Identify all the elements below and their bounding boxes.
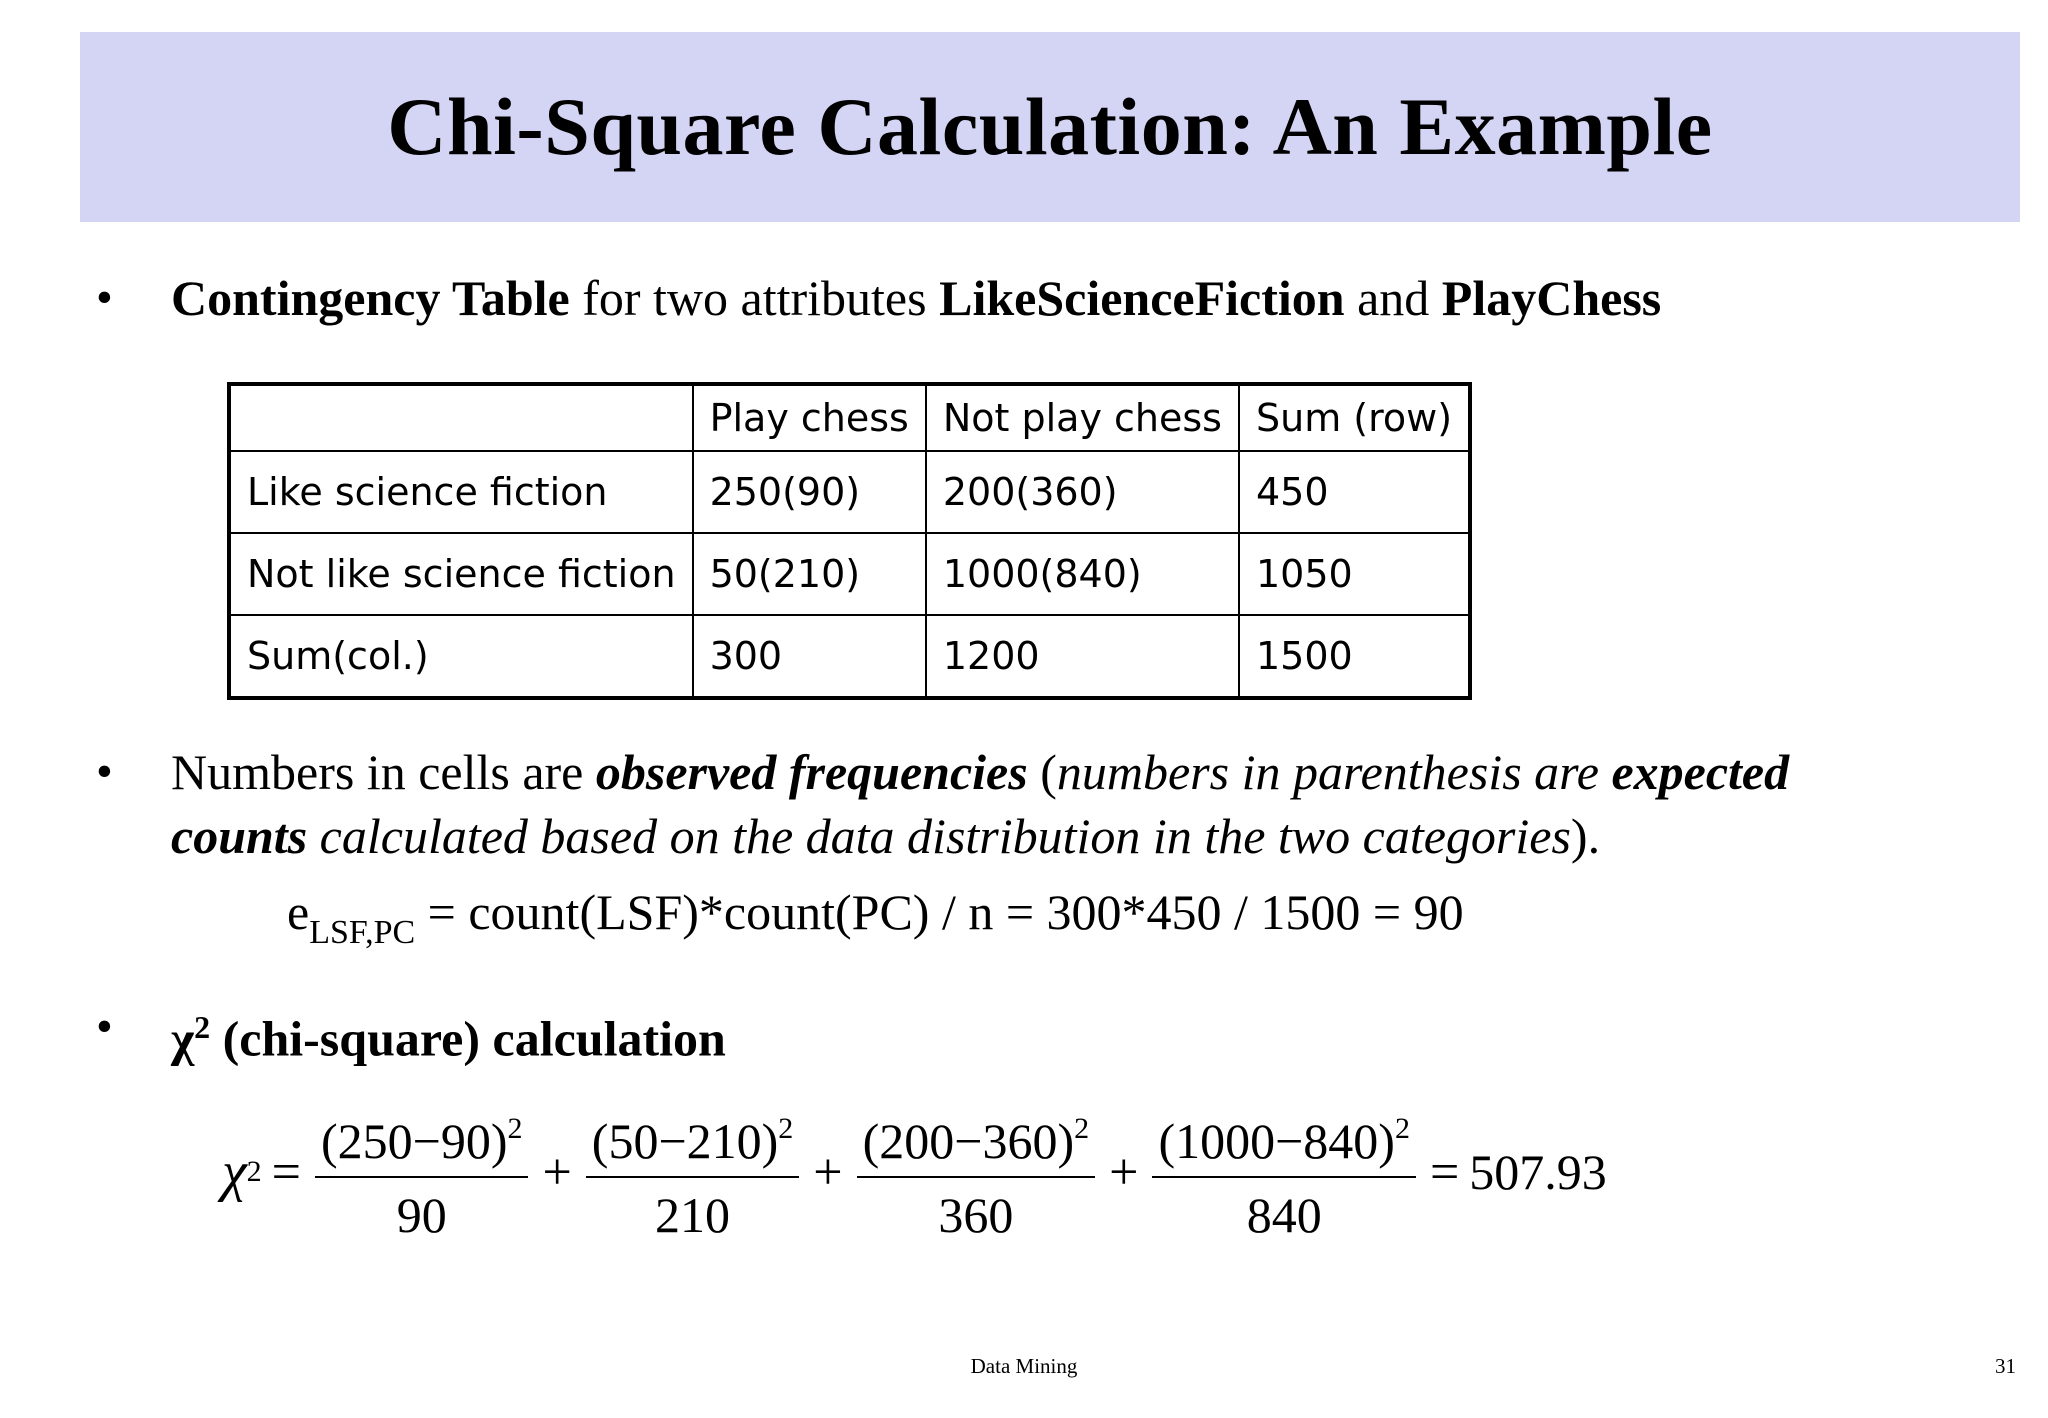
plus-sign: + bbox=[813, 1143, 843, 1201]
chi-square-equation bbox=[222, 1100, 1607, 1244]
fraction-denominator: 360 bbox=[857, 1176, 1096, 1244]
bullet-text-part: LikeScienceFiction bbox=[939, 270, 1345, 326]
bullet-text-part: counts bbox=[171, 808, 308, 864]
bullet-symbol: • bbox=[96, 1000, 113, 1053]
equals-sign: = bbox=[271, 1143, 301, 1201]
bullet-text-part: PlayChess bbox=[1441, 270, 1662, 326]
bullet-chi-square bbox=[96, 995, 726, 1071]
bullet-observed bbox=[96, 740, 1789, 868]
table-header-cell: Not play chess bbox=[926, 384, 1239, 451]
bullet-text-part: ( bbox=[1027, 744, 1057, 800]
formula-e: e bbox=[287, 884, 310, 940]
table-row-label: Sum(col.) bbox=[229, 615, 693, 698]
plus-sign: + bbox=[542, 1143, 572, 1201]
chi-symbol: χ bbox=[171, 1010, 195, 1067]
chi-result: 507.93 bbox=[1469, 1144, 1607, 1200]
table-cell: 450 bbox=[1239, 451, 1470, 533]
bullet-text-part: for two attributes bbox=[569, 270, 940, 326]
page-number: 31 bbox=[1995, 1354, 2016, 1378]
formula-subscript: LSF,PC bbox=[309, 914, 416, 951]
bullet-line bbox=[171, 804, 1789, 868]
fraction-term bbox=[857, 1100, 1096, 1244]
numerator-exponent: 2 bbox=[778, 1112, 794, 1145]
fraction-numerator bbox=[586, 1100, 800, 1176]
table-cell: 250(90) bbox=[693, 451, 926, 533]
table-header-row bbox=[229, 384, 1470, 451]
fraction-term bbox=[1152, 1100, 1416, 1244]
bullet-text bbox=[171, 995, 726, 1071]
table-header-cell: Sum (row) bbox=[1239, 384, 1470, 451]
chi-lhs-symbol: χ bbox=[222, 1141, 247, 1203]
numerator-exponent: 2 bbox=[507, 1112, 523, 1145]
table-cell: 200(360) bbox=[926, 451, 1239, 533]
bullet-contingency bbox=[96, 266, 1661, 330]
bullet-text-part: Contingency Table bbox=[171, 270, 570, 326]
fraction-denominator: 210 bbox=[586, 1176, 800, 1244]
bullet-text bbox=[171, 266, 1661, 330]
table-cell: 1200 bbox=[926, 615, 1239, 698]
bullet-symbol: • bbox=[96, 271, 113, 324]
bullet-text-part: (chi-square) calculation bbox=[210, 1010, 726, 1067]
table-cell: 1050 bbox=[1239, 533, 1470, 615]
footer-course: Data Mining bbox=[970, 1354, 1078, 1378]
slide-title: Chi-Square Calculation: An Example bbox=[387, 81, 1713, 172]
contingency-table bbox=[227, 382, 1472, 700]
table-row-label: Not like science fiction bbox=[229, 533, 693, 615]
fraction-term bbox=[586, 1100, 800, 1244]
bullet-text-part: expected bbox=[1611, 744, 1790, 800]
numerator-text: (50−210) bbox=[591, 1113, 779, 1169]
numerator-text: (250−90) bbox=[320, 1113, 508, 1169]
chi-lhs-sup: 2 bbox=[246, 1155, 262, 1188]
numerator-exponent: 2 bbox=[1074, 1112, 1090, 1145]
bullet-symbol: • bbox=[96, 745, 113, 798]
numerator-exponent: 2 bbox=[1394, 1112, 1410, 1145]
table-header-cell: Play chess bbox=[693, 384, 926, 451]
chi-superscript: 2 bbox=[194, 1009, 211, 1045]
bullet-text-part: observed frequencies bbox=[595, 744, 1028, 800]
table-row bbox=[229, 615, 1470, 698]
numerator-text: (1000−840) bbox=[1158, 1113, 1395, 1169]
bullet-text-part: ). bbox=[1570, 808, 1601, 864]
table-header-cell bbox=[229, 384, 693, 451]
bullet-text-part: Numbers in cells are bbox=[171, 744, 596, 800]
numerator-text: (200−360) bbox=[862, 1113, 1075, 1169]
bullet-text-part: calculated based on the data distribution in the two categories bbox=[307, 808, 1571, 864]
table-row-label: Like science fiction bbox=[229, 451, 693, 533]
fraction-numerator bbox=[315, 1100, 529, 1176]
table-cell: 50(210) bbox=[693, 533, 926, 615]
fraction-term bbox=[315, 1100, 529, 1244]
fraction-denominator: 840 bbox=[1152, 1176, 1416, 1244]
expected-count-formula bbox=[287, 880, 1464, 965]
bullet-text bbox=[171, 740, 1789, 868]
formula-rest: = count(LSF)*count(PC) / n = 300*450 / 1500 = 90 bbox=[415, 884, 1464, 940]
plus-sign: + bbox=[1109, 1143, 1139, 1201]
fraction-denominator: 90 bbox=[315, 1176, 529, 1244]
fraction-numerator bbox=[857, 1100, 1096, 1176]
bullet-text-part: numbers in parenthesis are bbox=[1056, 744, 1612, 800]
fraction-numerator bbox=[1152, 1100, 1416, 1176]
title-band bbox=[80, 32, 2020, 222]
table-cell: 1000(840) bbox=[926, 533, 1239, 615]
equals-sign: = bbox=[1429, 1143, 1460, 1201]
table-row bbox=[229, 451, 1470, 533]
table-cell: 1500 bbox=[1239, 615, 1470, 698]
table-row bbox=[229, 533, 1470, 615]
bullet-text-part: and bbox=[1344, 270, 1442, 326]
table-cell: 300 bbox=[693, 615, 926, 698]
bullet-line bbox=[171, 740, 1789, 804]
